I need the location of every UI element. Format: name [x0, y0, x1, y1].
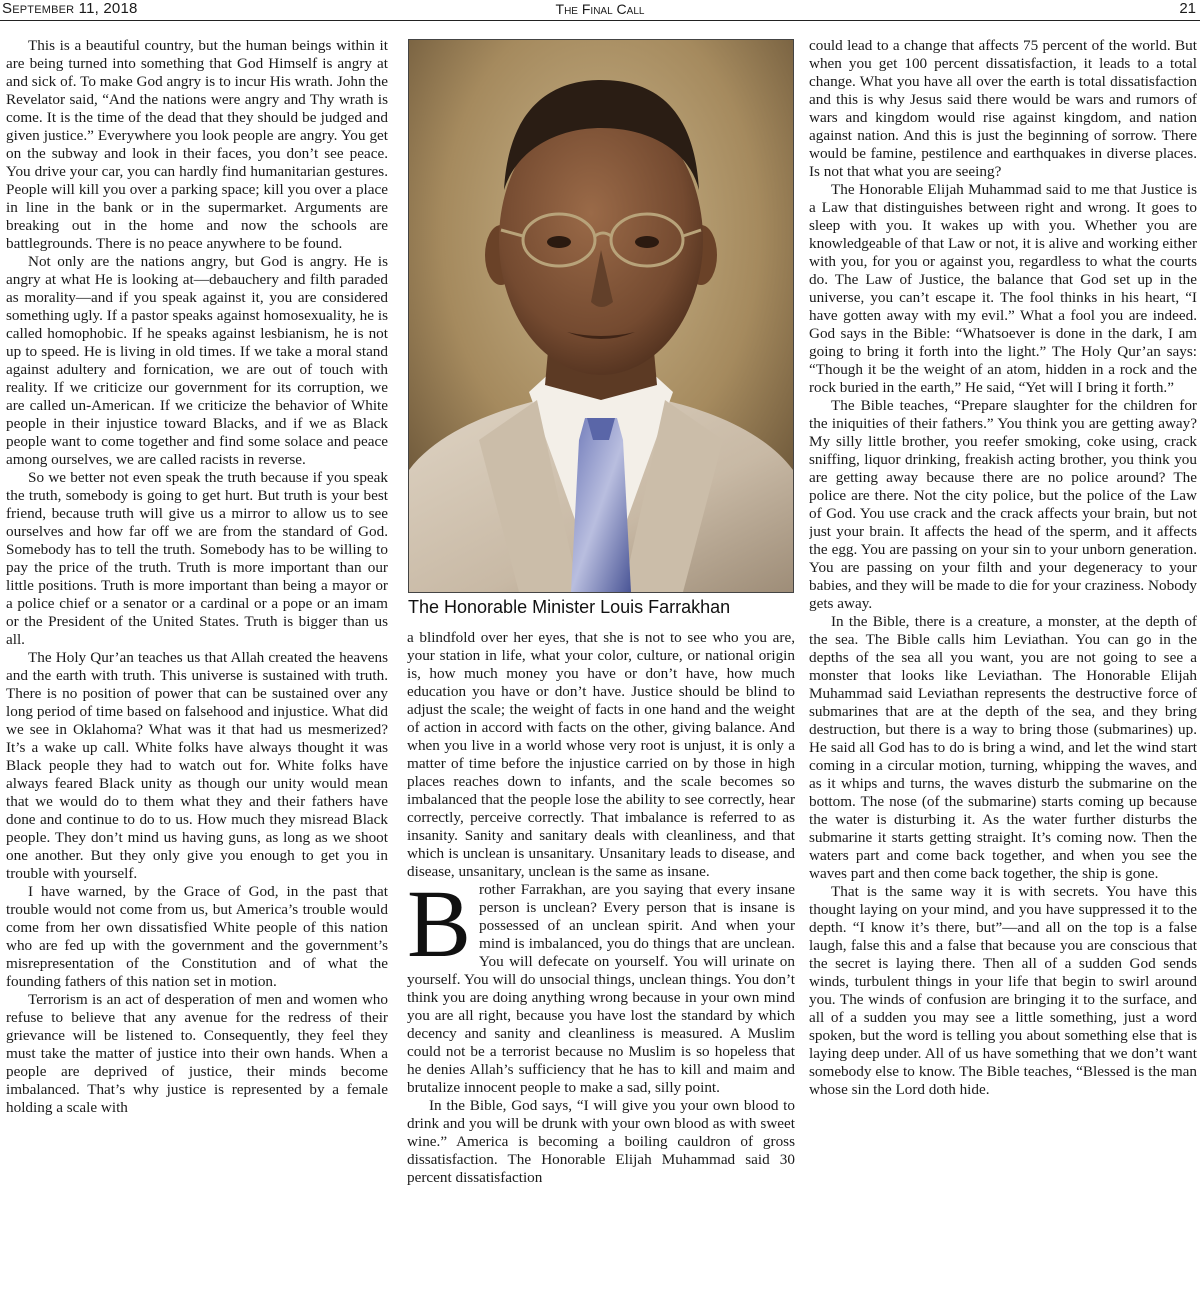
- paragraph: The Bible teaches, “Prepare slaughter for the children for the iniquities of their fathers.” You think you are getting away? My silly little brother, you reefer smoking, coke using, crack sniffing, liquor drinking, freakish acting brother, you think you are getting away because there are no police around? The police are there. Not the city police, but the police of the Law of God. You use crack and the crack affects your brain, but not just your brain. It affects the head of the sperm, and it affects the egg. You are passing on your sin to your unborn generation. You are passing on your filth and your degeneracy to your babies, and they will be made to die for your craziness. Nobody gets away.: [809, 397, 1197, 612]
- paragraph: That is the same way it is with secrets. You have this thought laying on your mind, and you have suppressed it to the depth. “I know it’s there, but”—and all on the top is a false laugh, false this and a false that because you are conscious that the secret is laying there. Then all of a sudden God sends winds, turbulent things in your life that begin to swirl around you. The winds of confusion are bringing it to the surface, and all of a sudden you may see a little something, just a word spoken, but the word is telling you about something else that is laying deep under. All of us have something that we don’t want somebody else to know. The Bible teaches, “Blessed is the man whose sin the Lord doth hide.: [809, 883, 1197, 1098]
- article-column-2: [407, 629, 795, 1295]
- page-header: [0, 0, 1200, 21]
- paragraph: Not only are the nations angry, but God is angry. He is angry at what He is looking at—debauchery and filth paraded as morality—and if you speak against it, you are considered something ugly. If a pastor speaks against homosexuality, he is called homophobic. If he speaks against lesbianism, he is not up to speed. He is living in old times. If we take a moral stand against adultery and fornication, we are out of touch with reality. If we criticize our government for its corruption, we are called un-American. If we criticize the behavior of White people in their injustice toward Blacks, and if we as Black people want to come together and find some solace and peace among ourselves, we are called racists in reverse.: [6, 253, 388, 468]
- portrait-photo: [408, 39, 794, 593]
- paragraph: The Honorable Elijah Muhammad said to me that Justice is a Law that distinguishes between right and wrong. It goes to sleep with you. It wakes up with you. Whether you are knowledgeable of that Law or not, it is alive and working either with you, for you or against you, regardless to what the courts do. The Law of Justice, the balance that God set up in the universe, you can’t escape it. The fool thinks in his heart, “I have gotten away with my evil.” What a fool you are indeed. God says in the Bible: “Whatsoever is done in the dark, I am going to bring it forth into the light.” The Holy Qur’an says: “Though it be the weight of an atom, hidden in a rock and the rock buried in the earth,” He said, “Yet will I bring it forth.”: [809, 181, 1197, 396]
- article-column-3: [809, 37, 1197, 1295]
- paragraph: a blindfold over her eyes, that she is not to see who you are, your station in life, what your color, culture, or national origin is, how much money you have or don’t have, how much education you have or don’t have. Justice should be blind to adjust the scale; the weight of facts in one hand and the weight of action in accord with facts on the other, giving balance. And when you live in a world whose very root is unjust, it is only a matter of time before the injustice carried on by those in high places reaches down to infants, and the scale becomes so imbalanced that the people lose the ability to see correctly, hear correctly, perceive correctly. That imbalance is referred to as insanity. Sanity and sanitary deals with cleanliness, and that which is unclean is unsanitary. Unsanitary leads to disease, and disease, unsanitary, unclean is the same as insane.: [407, 629, 795, 880]
- publication-name: The Final Call: [555, 1, 645, 17]
- drop-cap: B: [407, 870, 472, 977]
- page-number: 21: [1179, 0, 1196, 17]
- dropcap-paragraph: [407, 870, 795, 1097]
- paragraph: In the Bible, God says, “I will give you your own blood to drink and you will be drunk with your own blood as with sweet wine.” America is becoming a boiling cauldron of gross dissatisfaction. The Honorable Elijah Muhammad said 30 percent dissatisfaction: [407, 1097, 795, 1186]
- issue-date: September 11, 2018: [2, 0, 138, 17]
- paragraph: So we better not even speak the truth because if you speak the truth, somebody is going to get hurt. But truth is your best friend, because truth will give us a mirror to allow us to see ourselves and how far off we are from the standard of God. Somebody has to tell the truth. Somebody has to be willing to pay the price of the truth. Truth is more important than our little positions. Truth is more important than being a mayor or a police chief or a senator or a cardinal or a pope or an imam or the President of the United States. Truth is bigger than us all.: [6, 469, 388, 648]
- article-column-1: [6, 37, 388, 1295]
- photo-caption: The Honorable Minister Louis Farrakhan: [408, 597, 731, 617]
- paragraph-text: rother Farrakhan, are you saying that every insane person is unclean? Every person that is insane is possessed of an unclean spirit. And when your mind is imbalanced, you do things that are unclean. You will defecate on yourself. You will urinate on yourself. You will do unsocial things, unclean things. You don’t think you are doing anything wrong because in your own mind you are all right, because you have lost the standard by which decency and sanity and cleanliness is measured. A Muslim could not be a terrorist because no Muslim is so hopeless that he denies Allah’s sufficiency that he has to kill and maim and brutalize innocent people to make a sad, silly point.: [407, 881, 795, 1096]
- paragraph: The Holy Qur’an teaches us that Allah created the heavens and the earth with truth. This universe is sustained with truth. There is no position of power that can be sustained over any long period of time based on falsehood and injustice. What did we see in Oklahoma? What was it that had us mesmerized? It’s a wake up call. White folks have always thought it was Black people they had to watch out for. White folks have always feared Black unity as though our unity would mean that we would do to them what they and their fathers have done and continue to do to us. How much they misread Black people. They don’t mind us having guns, as long as we shoot one another. But they only give you enough to get you in trouble with yourself.: [6, 649, 388, 882]
- paragraph: In the Bible, there is a creature, a monster, at the depth of the sea. The Bible calls him Leviathan. You can go in the depths of the sea all you want, you are not going to see a monster that looks like Leviathan. The Honorable Elijah Muhammad said Leviathan represents the destructive force of submarines that are at the depth of the sea, and they bring destruction, but there is a way to bring those (submarines) up. He said all God has to do is bring a wind, and let the wind start coming in a circular motion, turning, whipping the waves, and as it whips and turns, the waves disturb the submarine on the bottom. The nose (of the submarine) starts coming up because the water is disturbing it. As the water further disturbs the submarine it starts getting straight. It’s coming now. Then the waters part and come back together, and when you see the waves part and then come back together, the ship is gone.: [809, 613, 1197, 882]
- paragraph: I have warned, by the Grace of God, in the past that trouble would not come from us, but America’s trouble would come from her own dissatisfied White people of this nation who are fed up with the government and the government’s misrepresentation of the Constitution and of what the founding fathers of this nation set in motion.: [6, 883, 388, 990]
- paragraph: This is a beautiful country, but the human beings within it are being turned into something that God Himself is angry at and sick of. To make God angry is to incur His wrath. John the Revelator said, “And the nations were angry and Thy wrath is come. It is the time of the dead that they should be judged and given justice.” Everywhere you look people are angry. You get on the subway and look in their faces, you don’t see peace. You drive your car, you can hardly find humanitarian gestures. People will kill you over a parking space; kill you over a place in line in the bank or in the supermarket. Arguments are breaking out in the home and now the schools are battlegrounds. There is no peace anywhere to be found.: [6, 37, 388, 252]
- paragraph: could lead to a change that affects 75 percent of the world. But when you get 100 percent dissatisfaction, it leads to a total change. What you have all over the earth is total dissatisfaction and this is why Jesus said there would be wars and rumors of wars and kingdom would rise against kingdom, and nation against nation. And this is just the beginning of sorrow. There would be famine, pestilence and earthquakes in diverse places. Is not that what you are seeing?: [809, 37, 1197, 180]
- paragraph: Terrorism is an act of desperation of men and women who refuse to believe that any avenue for the redress of their grievance will be listened to. Consequently, they feel they must take the matter of justice into their own hands. When a people are deprived of justice, their minds become imbalanced. That’s why justice is represented by a female holding a scale with: [6, 991, 388, 1116]
- portrait-illustration: [409, 40, 793, 592]
